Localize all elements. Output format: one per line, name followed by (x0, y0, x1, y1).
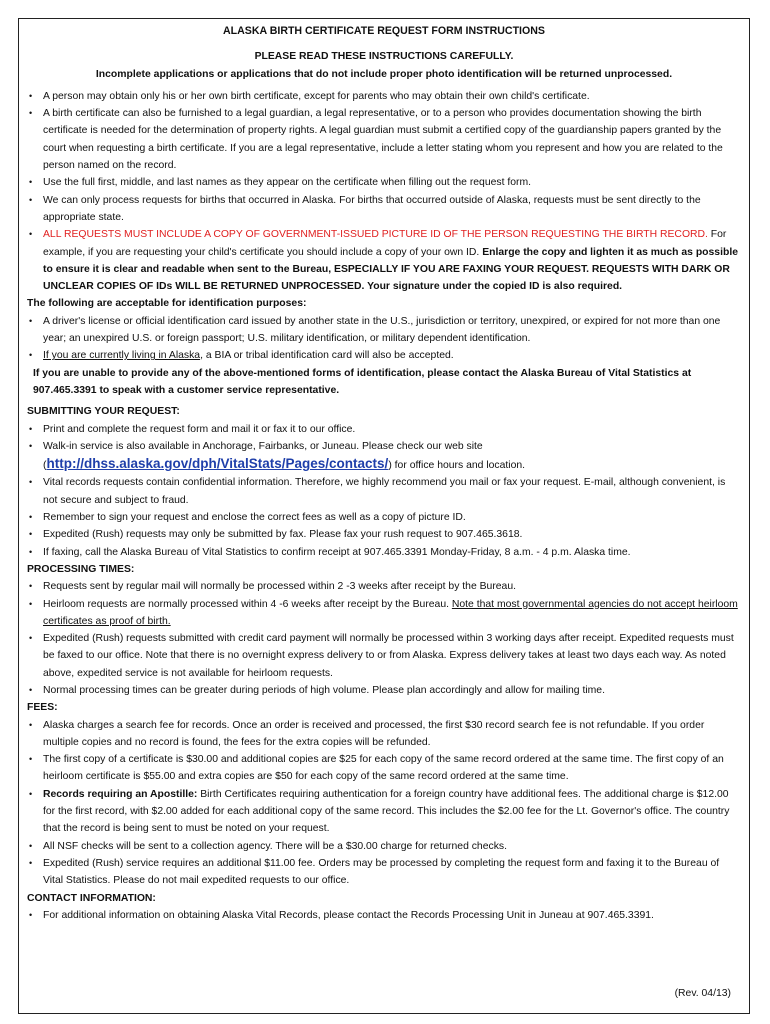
list-item: • Requests sent by regular mail will normally be processed within 2 -3 weeks after receipt by the Bureau. (27, 578, 741, 595)
fees-heading: FEES: (27, 702, 58, 714)
processing-list (27, 578, 741, 699)
list-item: • A driver's license or official identification card issued by another state in the U.S., jurisdiction or territory, unexpired, or expired for not more than one year; an unexpired U.S. or foreign passport; U.S. military identification, or military dependent identification. (27, 313, 741, 348)
revision-date: (Rev. 04/13) (674, 988, 731, 999)
list-item: • A person may obtain only his or her own birth certificate, except for parents who may obtain their own child's certificate. (27, 88, 741, 105)
document-page (18, 18, 750, 1014)
list-item: • Remember to sign your request and enclose the correct fees as well as a copy of picture ID. (27, 509, 741, 526)
id-requirement-red: ALL REQUESTS MUST INCLUDE A COPY OF GOVERNMENT-ISSUED PICTURE ID OF THE PERSON REQUESTING THE BIRTH RECORD. (43, 229, 708, 241)
list-item: • Expedited (Rush) service requires an additional $11.00 fee. Orders may be processed by completing the request form and faxing it to the Bureau of Vital Statistics. Please do not mail expedited requests to our office. (27, 855, 741, 890)
list-item: • We can only process requests for births that occurred in Alaska. For births that occurred outside of Alaska, requests must be sent directly to the appropriate state. (27, 192, 741, 227)
no-id-contact-note: If you are unable to provide any of the above-mentioned forms of identification, please contact the Alaska Bureau of Vital Statistics at 907.465.3391 to speak with a customer service representative. (33, 367, 692, 396)
list-item: • Normal processing times can be greater during periods of high volume. Please plan accordingly and allow for mailing time. (27, 682, 741, 699)
list-item: • Expedited (Rush) requests may only be submitted by fax. Please fax your rush request to 907.465.3618. (27, 526, 741, 543)
list-item: • Vital records requests contain confidential information. Therefore, we highly recommend you mail or fax your request. E-mail, although convenient, is not secure and subject to fraud. (27, 474, 741, 509)
read-carefully-notice: PLEASE READ THESE INSTRUCTIONS CAREFULLY. (254, 51, 514, 63)
document-content (27, 23, 741, 924)
list-item: • All NSF checks will be sent to a collection agency. There will be a $30.00 charge for returned checks. (27, 838, 741, 855)
list-item: • For additional information on obtaining Alaska Vital Records, please contact the Records Processing Unit in Juneau at 907.465.3391. (27, 907, 741, 924)
id-requirement-bold: Enlarge the copy and lighten it as much as possible to ensure it is clear and readable when sent to the Bureau, ESPECIALLY IF YOU ARE FAXING YOUR REQUEST. REQUESTS WITH DARK OR UNCLEAR COPIES OF IDs WILL BE RETURNED UNPROCESSED. Your signature under the copied ID is also required. (43, 246, 738, 293)
intro-list (27, 88, 741, 296)
id-requirement-item (27, 226, 741, 295)
fees-list (27, 717, 741, 890)
contact-list (27, 907, 741, 924)
list-item-text: Heirloom requests are normally processed within 4 -6 weeks after receipt by the Bureau. (43, 598, 452, 610)
heirloom-note: Note that most governmental agencies do not accept heirloom certificates as proof of birth. (43, 598, 738, 627)
list-item: • Print and complete the request form and mail it or fax it to our office. (27, 421, 741, 438)
list-item: • If faxing, call the Alaska Bureau of Vital Statistics to confirm receipt at 907.465.3391 Monday-Friday, 8 a.m. - 4 p.m. Alaska time. (27, 544, 741, 561)
list-item: • The first copy of a certificate is $30.00 and additional copies are $25 for each copy of the same record ordered at the same time. The first copy of an heirloom certificate is $55.00 and extra copies are $50 for each copy of the same record ordered at the same time. (27, 751, 741, 786)
contacts-web-link[interactable]: http://dhss.alaska.gov/dph/VitalStats/Pages/contacts/ (46, 456, 389, 472)
list-item: • Use the full first, middle, and last names as they appear on the certificate when filling out the request form. (27, 174, 741, 191)
list-item-text: Walk-in service is also available in Anchorage, Fairbanks, or Juneau. Please check our web site ( (43, 440, 483, 472)
id-requirement-text: For example, if you are requesting your child's certificate you should include a copy of your own ID. (43, 229, 727, 258)
list-item-text: ) for office hours and location. (388, 460, 526, 472)
list-item-text: Birth Certificates requiring authentication for a foreign country have additional fees. The additional charge is $12.00 for the first record, with $2.00 added for each additional copy of the same record. This includes the $2.00 fee for the Lt. Governor's office. The country that the record is being sent to must be noted on your request. (43, 788, 730, 835)
list-item: • A birth certificate can also be furnished to a legal guardian, a legal representative, or to a person who provides documentation showing the birth certificate is needed for the determination of property rights. A legal guardian must submit a certified copy of the guardianship papers granted by the court when requesting a birth certificate. If you are a legal representative, include a letter stating whom you represent and how you are related to the person named on the record. (27, 105, 741, 174)
alaska-resident-note: If you are currently living in Alaska (43, 350, 201, 362)
list-item (27, 786, 741, 838)
processing-heading: PROCESSING TIMES: (27, 563, 135, 575)
list-item (27, 438, 741, 475)
submitting-list (27, 421, 741, 561)
page-title: ALASKA BIRTH CERTIFICATE REQUEST FORM INSTRUCTIONS (223, 25, 545, 37)
list-item (27, 596, 741, 631)
list-item-text: , a BIA or tribal identification card will also be accepted. (200, 350, 454, 362)
contact-heading: CONTACT INFORMATION: (27, 892, 156, 904)
incomplete-warning: Incomplete applications or applications that do not include proper photo identification will be returned unprocessed. (95, 68, 673, 80)
list-item (27, 347, 741, 364)
submitting-heading: SUBMITTING YOUR REQUEST: (27, 406, 180, 418)
apostille-label: Records requiring an Apostille: (43, 788, 198, 800)
acceptable-id-heading: The following are acceptable for identification purposes: (27, 298, 307, 310)
list-item: • Alaska charges a search fee for records. Once an order is received and processed, the first $30 record search fee is not refundable. If you order multiple copies and no record is found, the fees for the extra copies will be refunded. (27, 717, 741, 752)
list-item: • Expedited (Rush) requests submitted with credit card payment will normally be processed within 3 working days after receipt. Expedited requests must be faxed to our office. Note that there is no overnight express delivery to or from Alaska. Express delivery takes at least two days each way. As noted above, expedited service is not available for heirloom requests. (27, 630, 741, 682)
acceptable-id-list (27, 313, 741, 365)
